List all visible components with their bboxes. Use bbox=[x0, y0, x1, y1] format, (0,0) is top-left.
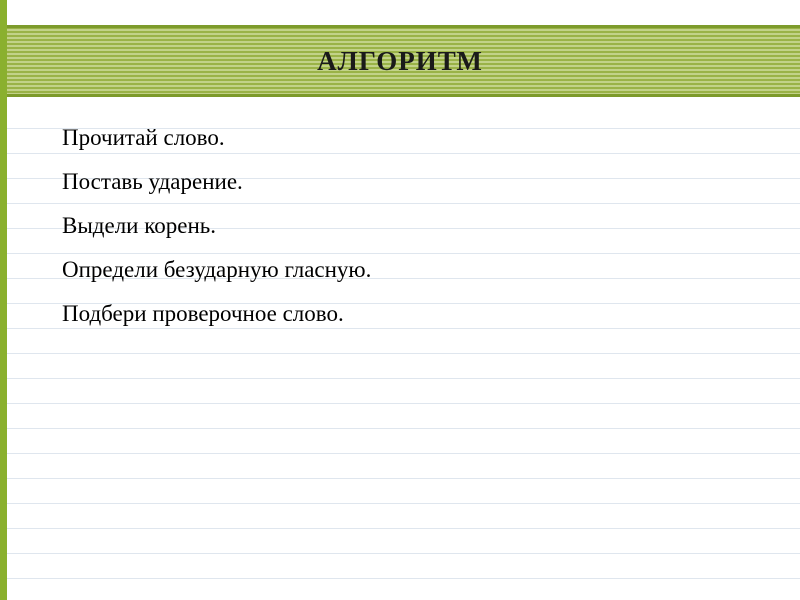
title-band bbox=[0, 25, 800, 97]
slide-title: АЛГОРИТМ bbox=[317, 45, 483, 76]
list-item: Поставь ударение. bbox=[62, 169, 243, 194]
list-item: Определи безударную гласную. bbox=[62, 257, 372, 282]
algorithm-step-list bbox=[62, 116, 752, 336]
list-item: Прочитай слово. bbox=[62, 125, 225, 150]
list-item: Выдели корень. bbox=[62, 213, 217, 238]
list-item: Подбери проверочное слово. bbox=[62, 301, 344, 326]
left-accent-bar bbox=[0, 0, 7, 600]
